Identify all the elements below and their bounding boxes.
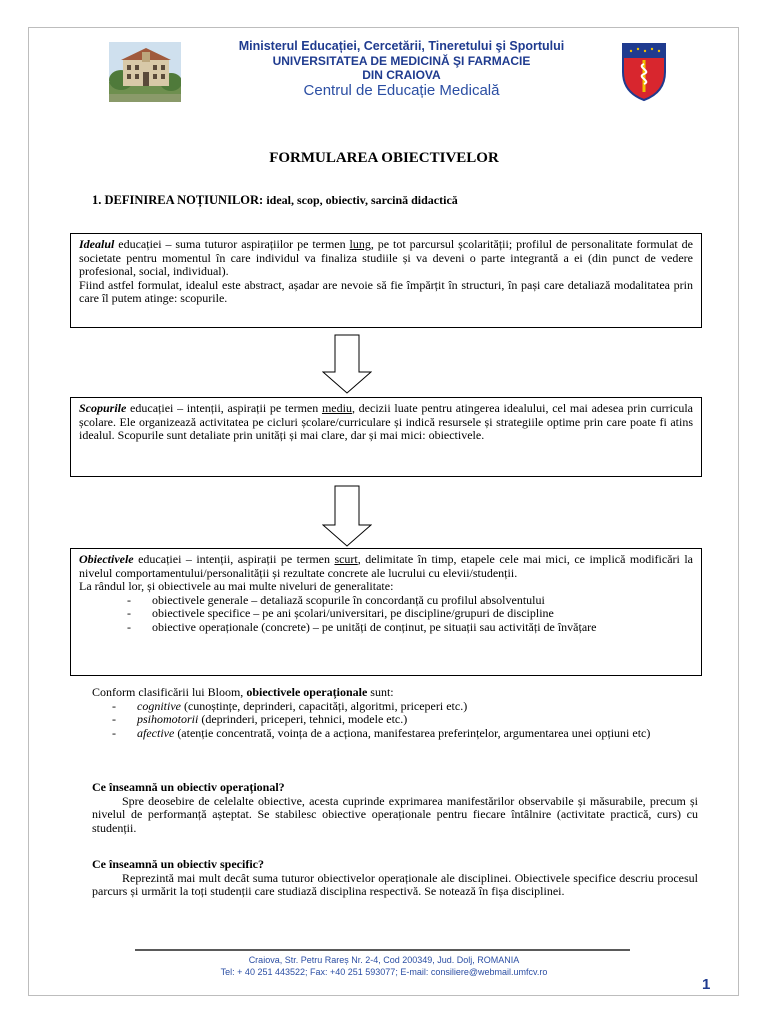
- term-ideal: Idealul: [79, 237, 115, 251]
- list-item: [92, 727, 702, 741]
- bloom-intro-a: Conform clasificării lui Bloom,: [92, 685, 247, 699]
- page-frame: [28, 27, 739, 996]
- obiective-paragraph-2: La rândul lor, și obiectivele au mai multe niveluri de generalitate:: [79, 579, 394, 594]
- down-arrow-icon: [322, 485, 372, 547]
- footer-address: Craiova, Str. Petru Rareș Nr. 2-4, Cod 200349, Jud. Dolj, ROMANIA: [248, 955, 520, 965]
- center-name: Centrul de Educație Medicală: [303, 82, 500, 99]
- ideal-paragraph-2: Fiind astfel formulat, idealul este abstract, așadar are nevoie să fie împărțit în structuri, în pași care detaliază modalitatea prin care îl putem atinge: scopurile.: [79, 277, 693, 306]
- footer: [0, 955, 768, 978]
- generality-levels-list: [79, 594, 693, 635]
- obiective-text-a: educației – intenții, aspirații pe termen: [133, 552, 335, 566]
- obiective-definition-box: [70, 548, 702, 676]
- bloom-list: [92, 700, 702, 741]
- operational-objective-section: [92, 781, 698, 835]
- ideal-text-b: , pe tot parcursul școlarității; profilul de personalitate formulat de societate pentru momentul în care individul va finaliza studiile și va deveni o parte integrantă a ei (din punct de vedere profesional, social, individual).: [79, 237, 693, 279]
- bloom-term: cognitive: [137, 698, 181, 713]
- page-number: 1: [702, 976, 711, 993]
- ideal-term-length: lung: [349, 237, 371, 251]
- question-heading: Ce înseamnă un obiectiv operațional?: [92, 780, 285, 794]
- obiective-text-b: , delimitate în timp, etapele cele mai mici, ce implică modificări la nivelul comportamentului/personalității și rezultate concrete ale lucrului cu elevii/studenții.: [79, 552, 693, 580]
- university-building-logo-icon: [109, 42, 181, 102]
- bloom-desc: (deprinderi, priceperi, tehnici, modele etc.): [198, 712, 408, 727]
- letterhead: [29, 36, 739, 116]
- letterhead-text: [189, 39, 614, 100]
- list-item: [92, 713, 702, 727]
- list-item: - obiective operaționale (concrete) – pe unități de conținut, pe situații sau activități de învățare: [79, 621, 693, 635]
- ideal-text-a: educației – suma tuturor aspirațiilor pe termen: [114, 237, 350, 251]
- section-subtitle: ideal, scop, obiectiv, sarcină didactică: [266, 193, 458, 207]
- term-obiective: Obiectivele: [79, 552, 134, 566]
- section-heading: [92, 193, 458, 208]
- scopuri-definition-box: [70, 397, 702, 477]
- document-title: FORMULAREA OBIECTIVELOR: [269, 150, 499, 166]
- ideal-definition-box: [70, 233, 702, 328]
- footer-divider: [135, 949, 630, 951]
- university-name: UNIVERSITATEA DE MEDICINĂ ŞI FARMACIE: [272, 54, 531, 68]
- university-city: DIN CRAIOVA: [362, 68, 441, 82]
- answer-paragraph: Spre deosebire de celelalte obiective, acesta cuprinde exprimarea manifestărilor observabile și măsurabile, precum și nivelul de performanță așteptat. Se stabilesc obiective operaționale pentru fiecare întâlnire (activitate practică, curs) cu studenții.: [92, 793, 698, 835]
- scopuri-term-length: mediu: [321, 401, 352, 415]
- bloom-term: afective: [137, 725, 175, 740]
- bloom-classification: [92, 686, 702, 740]
- bloom-intro-b: sunt:: [367, 685, 394, 699]
- bloom-intro: [92, 686, 702, 700]
- obiective-term-length: scurt: [334, 552, 358, 566]
- bloom-intro-bold: obiectivele operaționale: [246, 685, 368, 699]
- list-item: [92, 700, 702, 714]
- list-item: - obiectivele generale – detaliază scopurile în concordanță cu profilul absolventului: [79, 594, 693, 608]
- umf-crest-logo-icon: [621, 42, 667, 102]
- bloom-term: psihomotorii: [137, 712, 199, 727]
- scopuri-paragraph: [79, 402, 693, 443]
- list-item: - obiectivele specifice – pe ani școlari/universitari, pe discipline/grupuri de discipline: [79, 607, 693, 621]
- footer-contact: Tel: + 40 251 443522; Fax: +40 251 593077; E-mail: consiliere@webmail.umfcv.ro: [220, 966, 548, 977]
- bloom-desc: (cunoștințe, deprinderi, capacități, algoritmi, priceperi etc.): [180, 698, 468, 713]
- answer-paragraph: Reprezintă mai mult decât suma tuturor obiectivelor operaționale ale disciplinei. Obiectivele specifice descriu procesul parcurs și urmărit la toți studenții care studiază disciplina respectivă. Se notează în fișa disciplinei.: [92, 870, 698, 899]
- section-number-label: 1. DEFINIREA NOȚIUNILOR:: [92, 193, 264, 207]
- obiective-paragraph: [79, 553, 693, 580]
- down-arrow-icon: [322, 334, 372, 394]
- specific-objective-section: [92, 858, 698, 899]
- ideal-paragraph: [79, 238, 693, 279]
- bloom-desc: (atenție concentrată, voința de a acționa, manifestarea preferințelor, argumentarea unei opțiuni etc): [174, 725, 651, 740]
- ministry-name: Ministerul Educației, Cercetării, Tineretului şi Sportului: [238, 39, 565, 53]
- scopuri-text-a: educației – intenții, aspirații pe termen: [126, 401, 322, 415]
- term-scopuri: Scopurile: [79, 401, 127, 415]
- scopuri-text-b: , decizii luate pentru atingerea idealului, cel mai adesea prin curricula școlare. Ele organizează activitatea pe cicluri școlare/curriculare și indică resursele și strategiile optime prin care poate fi atins idealul. Scopurile sunt detaliate prin unități și mai clare, dar și mai mici: obiectivele.: [79, 401, 693, 443]
- question-heading: Ce înseamnă un obiectiv specific?: [92, 857, 264, 871]
